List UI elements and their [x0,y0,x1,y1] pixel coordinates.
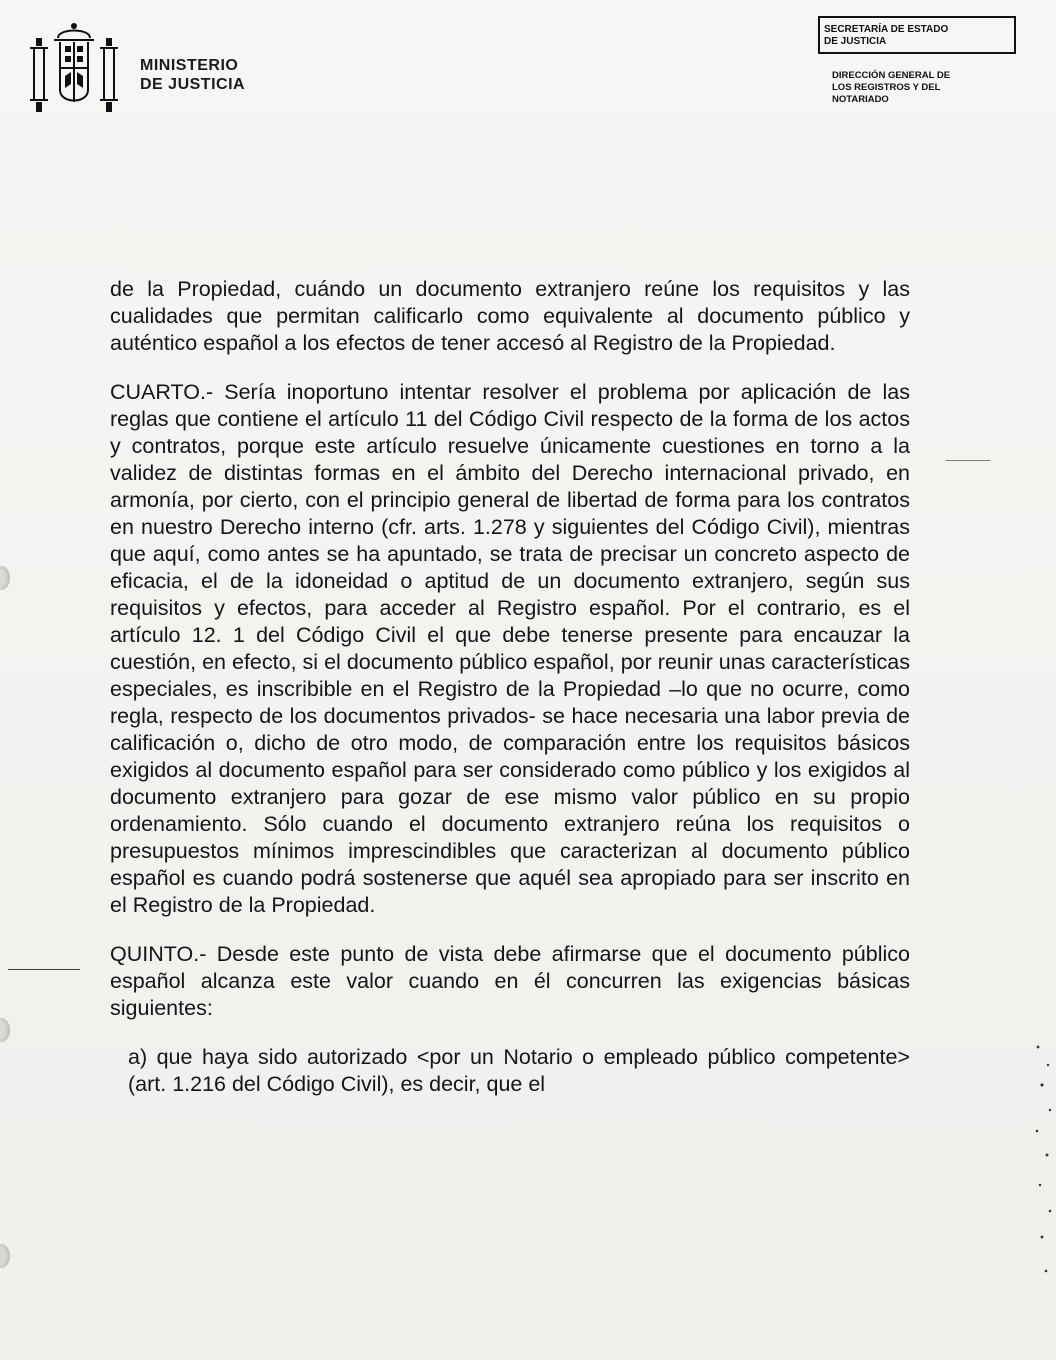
document-body [110,276,910,1098]
office-subheading [832,70,1012,106]
ministry-name-line-2: DE JUSTICIA [140,76,246,93]
punch-hole [0,1018,10,1042]
ministry-name-line-1: MINISTERIO [140,57,239,74]
list-item: a) que haya sido autorizado <por un Notario o empleado público competente> (art. 1.216 del Código Civil), es decir, que el [128,1045,910,1096]
punch-hole [0,1244,10,1268]
office-box-line-1: SECRETARÍA DE ESTADO [824,24,949,35]
scan-speckles [1032,1035,1056,1295]
body-paragraph: CUARTO.- Sería inoportuno intentar resolver el problema por aplicación de las reglas que contiene el artículo 11 del Código Civil respecto de la forma de los actos y contratos, porque este artículo resuelve únicamente cuestiones en torno a la validez de distintas formas en el ámbito del Derecho internacional privado, en armonía, por cierto, con el principio general de libertad de forma para los contratos en nuestro Derecho interno (cfr. arts. 1.278 y siguientes del Código Civil), mientras que aquí, como antes se ha apuntado, se trata de precisar un concreto aspecto de eficacia, el de la idoneidad o aptitud de un documento extranjero, según sus requisitos y efectos, para acceder al Registro español. Por el contrario, es el artículo 12. 1 del Código Civil el que debe tenerse presente para encauzar la cuestión, en efecto, si el documento público español, por reunir unas características especiales, es inscribible en el Registro de la Propiedad –lo que no ocurre, como regla, respecto de los documentos privados- se hace necesaria una labor previa de calificación o, dicho de otro modo, de comparación entre los requisitos básicos exigidos al documento español para ser considerado como público y los exigidos al documento extranjero para gozar de ese mismo valor público en su propio ordenamiento. Sólo cuando el documento extranjero reúna los requisitos o presupuestos mínimos imprescindibles que caracterizan al documento público español es cuando podrá sostenerse que aquél sea apropiado para ser inscrito en el Registro de la Propiedad. [110,380,910,917]
body-paragraph: QUINTO.- Desde este punto de vista debe afirmarse que el documento público español alcanza este valor cuando en él concurren las exigencias básicas siguientes: [110,942,910,1020]
office-subheading-line-1: DIRECCIÓN GENERAL DE [832,70,951,81]
scan-mark [946,460,990,461]
body-paragraph: de la Propiedad, cuándo un documento extranjero reúne los requisitos y las cualidades que permitan calificarlo como equivalente al documento público y auténtico español a los efectos de tener accesó al Registro de la Propiedad. [110,277,910,355]
coat-of-arms-icon [20,18,128,126]
office-subheading-line-2: LOS REGISTROS Y DEL [832,82,941,93]
ministry-name [140,56,245,94]
punch-hole [0,566,10,590]
office-box-line-2: DE JUSTICIA [824,36,887,47]
scan-mark [8,969,80,970]
office-subheading-line-3: NOTARIADO [832,94,889,105]
office-box [818,16,1016,54]
